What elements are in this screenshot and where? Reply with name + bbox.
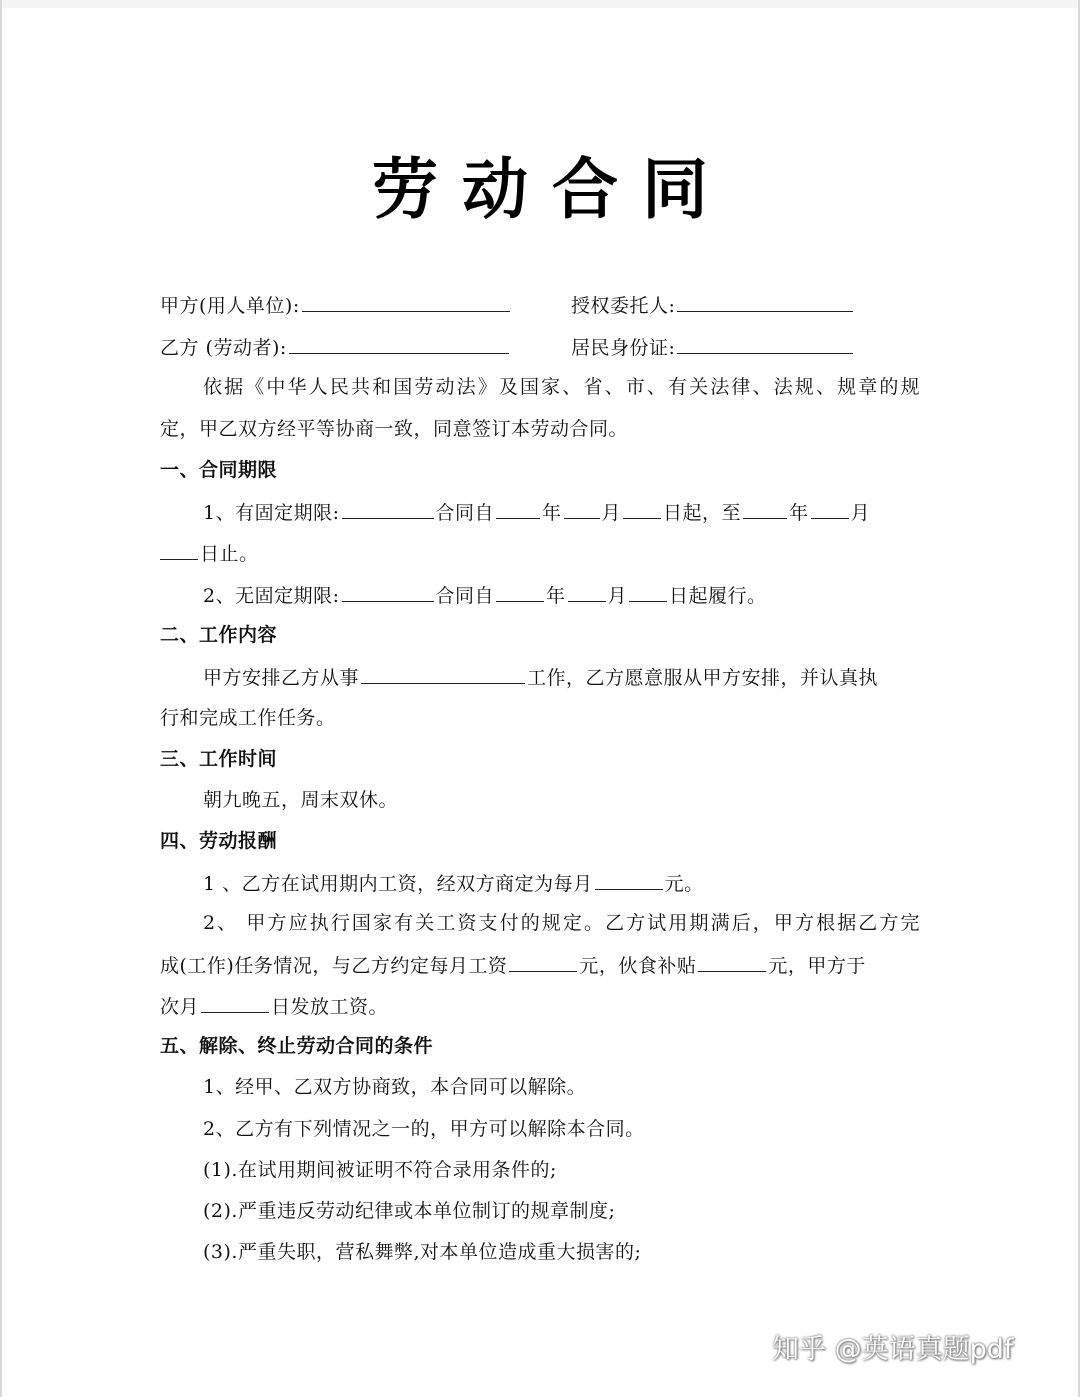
party-b-label: 乙方 (劳动者):	[160, 337, 287, 359]
job-assign-text: 甲方安排乙方从事	[203, 667, 360, 689]
section-2-heading: 二、工作内容	[160, 624, 278, 646]
document-title: 劳动合同	[372, 151, 732, 228]
party-a-row	[160, 289, 920, 319]
year-text: 年	[789, 502, 809, 524]
monthly-salary-text: 成(工作)任务情况，与乙方约定每月工资	[160, 955, 508, 977]
id-card-field	[571, 331, 855, 363]
contract-from-text: 合同自	[435, 585, 495, 607]
section-2-line-2: 行和完成工作任务。	[160, 707, 336, 729]
section-2-line-1	[203, 661, 920, 691]
pay-day-blank[interactable]	[201, 990, 269, 1013]
month-text: 月	[607, 585, 628, 607]
section-3-line-1: 朝九晚五，周末双休。	[203, 789, 399, 811]
open-year-blank[interactable]	[496, 579, 544, 602]
meal-allowance-blank[interactable]	[698, 949, 766, 972]
section-5-sub-3: (3).严重失职，营私舞弊,对本单位造成重大损害的;	[203, 1241, 642, 1263]
section-3-heading: 三、工作时间	[160, 748, 278, 770]
pay-day-text: 日发放工资。	[271, 996, 389, 1018]
year-text: 年	[542, 502, 562, 524]
year-text: 年	[546, 585, 566, 607]
section-1-heading: 一、合同期限	[160, 459, 278, 481]
start-day-blank[interactable]	[623, 496, 661, 519]
party-b-row	[160, 331, 920, 361]
zhihu-watermark: 知乎 @英语真题pdf	[772, 1334, 1014, 1365]
monthly-salary-blank[interactable]	[509, 949, 577, 972]
section-5-sub-1: (1).在试用期间被证明不符合录用条件的;	[203, 1159, 557, 1181]
from-until-text: 日起，至	[663, 502, 742, 524]
start-year-blank[interactable]	[496, 496, 540, 519]
probation-salary-text: 1 、乙方在试用期内工资，经双方商定为每月	[203, 873, 593, 895]
end-day-blank[interactable]	[160, 537, 198, 560]
party-a-blank[interactable]	[302, 289, 510, 312]
section-5-item-1: 1、经甲、乙双方协商致，本合同可以解除。	[203, 1076, 587, 1098]
preamble-line-1: 依据《中华人民共和国劳动法》及国家、省、市、有关法律、法规、规章的规	[203, 376, 920, 398]
section-1-item-1-cont	[160, 537, 920, 567]
open-term-label: 2、无固定期限:	[203, 585, 340, 607]
start-perform-text: 日起履行。	[669, 585, 767, 607]
page-top-edge	[0, 0, 1080, 8]
fixed-term-blank[interactable]	[342, 496, 434, 519]
authorized-agent-label: 授权委托人:	[571, 295, 676, 317]
id-card-blank[interactable]	[677, 331, 853, 354]
next-month-text: 次月	[160, 996, 200, 1018]
job-obey-text: 工作，乙方愿意服从甲方安排，并认真执	[527, 667, 879, 689]
probation-salary-blank[interactable]	[595, 867, 663, 890]
section-1-item-2	[203, 579, 920, 609]
id-card-label: 居民身份证:	[571, 337, 676, 359]
section-4-item-2-line-2	[160, 949, 920, 979]
section-1-item-1	[203, 496, 920, 526]
section-4-heading: 四、劳动报酬	[160, 830, 278, 852]
meal-allowance-text: 元，伙食补贴	[579, 955, 697, 977]
end-year-blank[interactable]	[743, 496, 787, 519]
end-text: 日止。	[200, 543, 259, 565]
open-month-blank[interactable]	[568, 579, 606, 602]
yuan-text: 元。	[664, 873, 704, 895]
start-month-blank[interactable]	[564, 496, 600, 519]
job-blank[interactable]	[361, 661, 525, 684]
open-day-blank[interactable]	[629, 579, 667, 602]
party-b-blank[interactable]	[289, 331, 509, 354]
section-4-item-1	[203, 867, 920, 897]
month-text: 月	[601, 502, 622, 524]
contract-from-text: 合同自	[435, 502, 495, 524]
section-4-item-2-line-3	[160, 990, 920, 1020]
section-5-item-2: 2、乙方有下列情况之一的，甲方可以解除本合同。	[203, 1118, 645, 1140]
party-a-label: 甲方(用人单位):	[160, 295, 300, 317]
party-a-pays-text: 元，甲方于	[768, 955, 866, 977]
section-5-heading: 五、解除、终止劳动合同的条件	[160, 1035, 434, 1057]
authorized-agent-field	[571, 289, 855, 321]
fixed-term-label: 1、有固定期限:	[203, 502, 340, 524]
open-term-blank[interactable]	[342, 579, 434, 602]
section-5-sub-2: (2).严重违反劳动纪律或本单位制订的规章制度;	[203, 1200, 616, 1222]
section-4-item-2-line-1: 2、 甲方应执行国家有关工资支付的规定。乙方试用期满后，甲方根据乙方完	[203, 912, 920, 934]
month-text: 月	[850, 502, 871, 524]
end-month-blank[interactable]	[811, 496, 849, 519]
authorized-agent-blank[interactable]	[677, 289, 853, 312]
preamble-line-2: 定，甲乙双方经平等协商一致，同意签订本劳动合同。	[160, 418, 629, 440]
